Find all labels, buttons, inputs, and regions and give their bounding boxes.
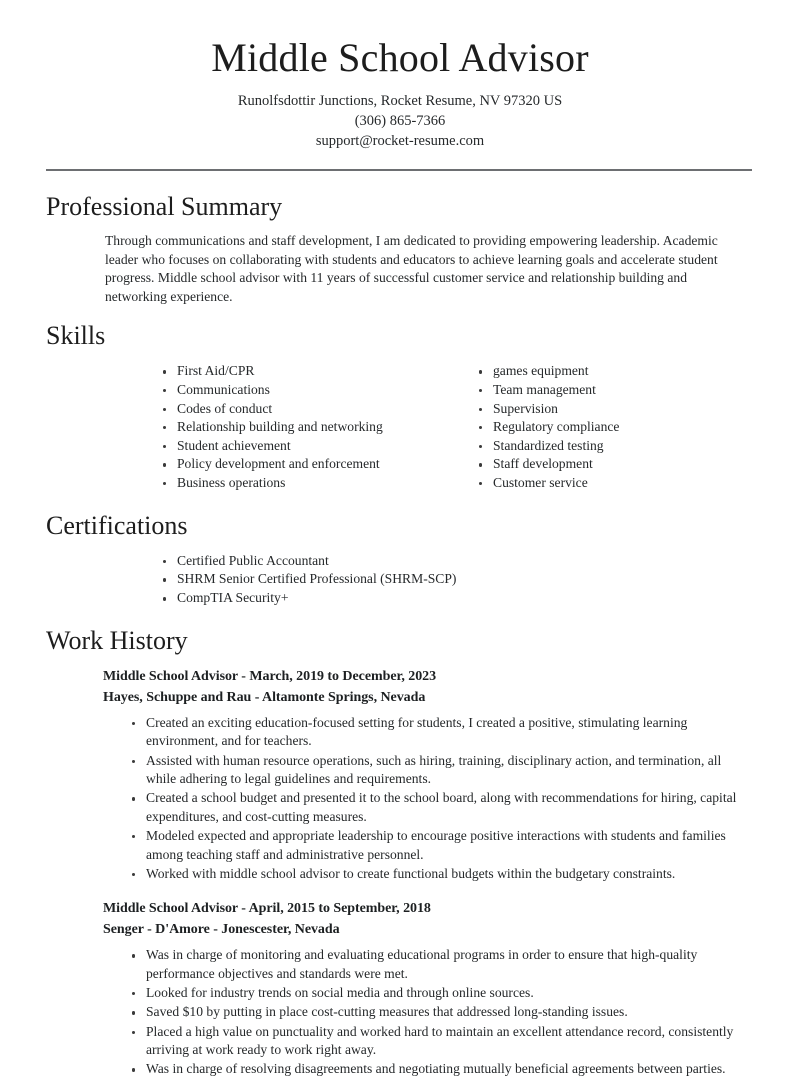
work-history-entry [103,666,752,884]
list-item: Supervision [472,400,772,418]
skills-column-right [472,362,772,492]
list-item: Regulatory compliance [472,418,772,436]
professional-summary-text: Through communications and staff development, I am dedicated to providing empowering leadership. Academic leader who focuses on collaborating with students and educators to achieve learning goals and accelerate student progress. Middle school advisor with 11 years of successful customer service and relationship building and networking experience. [105,233,718,304]
list-item: Relationship building and networking [156,418,472,436]
job-bullets [125,946,752,1079]
list-item: First Aid/CPR [156,362,472,380]
list-item: Communications [156,381,472,399]
list-item: Was in charge of resolving disagreements and negotiating mutually beneficial agreements between parties. [125,1060,752,1079]
section-title-certifications: Certifications [46,510,188,540]
section-certifications [0,510,800,608]
list-item: Customer service [472,474,772,492]
section-skills [0,320,800,492]
work-history-jobs [103,666,752,1079]
resume-header [0,0,800,151]
list-item: SHRM Senior Certified Professional (SHRM-SCP) [156,570,752,588]
list-item: CompTIA Security+ [156,589,752,607]
skills-list-left [156,362,472,492]
section-work-history [0,625,800,1079]
list-item: Team management [472,381,772,399]
list-item: Placed a high value on punctuality and worked hard to maintain an excellent attendance record, consistently arriving at work ready to work right away. [125,1023,752,1060]
list-item: Created a school budget and presented it to the school board, along with recommendations for hiring, capital expenditures, and cost-cutting measures. [125,789,752,826]
list-item: Standardized testing [472,437,772,455]
list-item: Modeled expected and appropriate leadership to encourage positive interactions with students and families among teaching staff and administrative personnel. [125,827,752,864]
list-item: Policy development and enforcement [156,455,472,473]
section-title-skills: Skills [46,321,106,351]
work-history-entry [103,898,752,1079]
list-item: games equipment [472,362,772,380]
job-bullet-list [125,714,752,884]
list-item: Staff development [472,455,772,473]
header-divider [46,169,752,171]
page-title: Middle School Advisor [211,35,589,80]
list-item: Worked with middle school advisor to create functional budgets within the budgetary constraints. [125,865,752,884]
section-title-professional-summary: Professional Summary [46,192,283,221]
list-item: Assisted with human resource operations, such as hiring, training, disciplinary action, and termination, all while adhering to legal guidelines and requirements. [125,752,752,789]
list-item: Codes of conduct [156,400,472,418]
job-bullet-list [125,946,752,1079]
job-company-line: Hayes, Schuppe and Rau - Altamonte Springs, Nevada [103,689,426,705]
section-title-work-history: Work History [46,625,188,655]
contact-phone: (306) 865-7366 [354,113,446,129]
skills-columns [156,362,752,492]
list-item: Saved $10 by putting in place cost-cutting measures that addressed long-standing issues. [125,1003,752,1022]
contact-email: support@rocket-resume.com [315,133,485,149]
list-item: Business operations [156,474,472,492]
section-professional-summary [0,191,800,306]
list-item: Student achievement [156,437,472,455]
job-title-line: Middle School Advisor - April, 2015 to September, 2018 [103,901,431,917]
certifications-body [156,552,752,608]
job-bullets [125,714,752,884]
list-item: Was in charge of monitoring and evaluating educational programs in order to ensure that high-quality performance objectives and standards were met. [125,946,752,983]
certifications-list [156,552,752,608]
contact-address: Runolfsdottir Junctions, Rocket Resume, NV 97320 US [237,93,563,109]
list-item: Created an exciting education-focused setting for students, I created a positive, stimulating learning environment, and for teachers. [125,714,752,751]
skills-column-left [156,362,472,492]
list-item: Looked for industry trends on social media and through online sources. [125,984,752,1003]
list-item: Certified Public Accountant [156,552,752,570]
job-company-line: Senger - D'Amore - Jonescester, Nevada [103,922,340,938]
job-title-line: Middle School Advisor - March, 2019 to December, 2023 [103,668,437,684]
skills-list-right [472,362,772,492]
